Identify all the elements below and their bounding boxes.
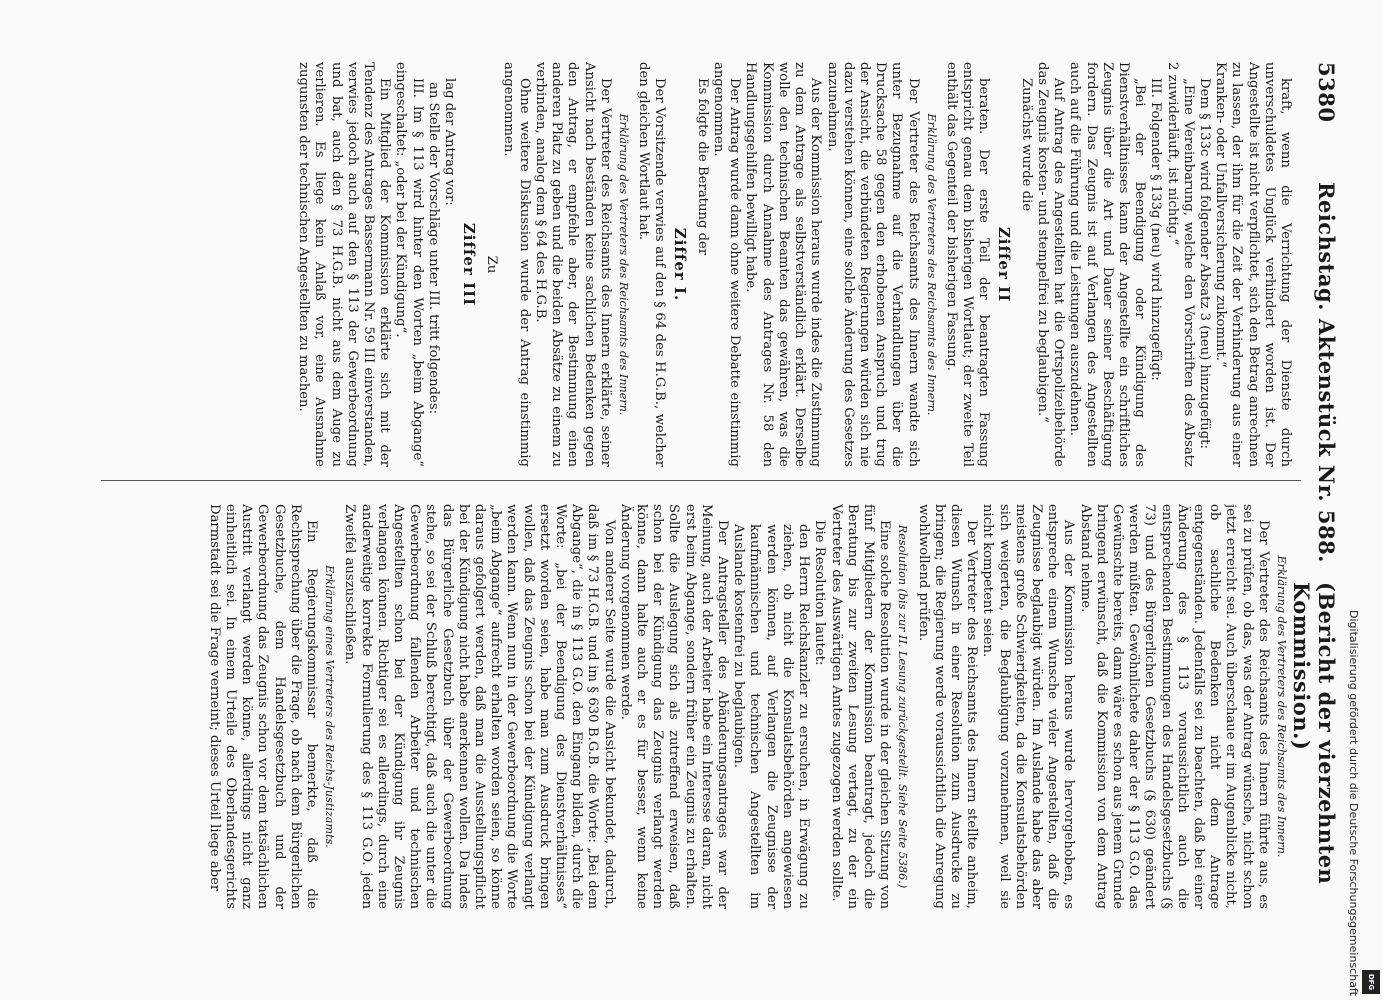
margin-note: Resolution (bis zur II. Lesung zurückgestellt. Siehe Seite 5386.): [896, 524, 910, 889]
paragraph: Der Vertreter des Reichsamts des Innern führte aus, es sei zu prüfen, ob das, was der Antrag wünsche, nicht schon jetzt erreicht sei. Auch überschaue er im Augenblicke nicht, ob sachliche Bedenken nicht dem Antrage entgegenständen. Jedenfalls sei zu beachten, daß bei einer Änderung des § 113 voraussichtlich auch die entsprechenden Bestimmungen des Handelsgesetzbuchs (§ 73) und des Bürgerlichen Gesetzbuchs (§ 630) geändert werden müßten. Gewöhnlichete daher der § 113 G.O. das Gewünschte bereits, dann wäre es schon aus jenem Grunde bringend erwünscht, daß die Kommission von dem Antrag Abstand nehme.: [1077, 504, 1271, 909]
paragraph: Ein Regierungskommissar bemerkte, daß die Rechtsprechung über die Frage, ob nach dem Bürgerlichen Gesetzbuche, dem Handelsgesetzbuch und der Gewerbeordnung das Zeugnis schon vor dem tatsächlichen Austritt verlangt werden könne, allerdings nicht ganz einheitlich sei. In einem Urteile des Oberlandesgerichts Darmstadt sei die Frage verneint; dieses Urteil liege aber: [206, 504, 320, 909]
centered-line: Zu: [484, 255, 500, 274]
indented-quote: den Herrn Reichskanzler zu ersuchen, in Erwägung zu ziehen, ob nicht die Konsulatsbehörden angewiesen werden können, auf Verlangen die Zeugnisse der kaufmännischen und technischen Angestellten im Auslande kostenfrei zu beglaubigen.: [731, 524, 812, 909]
paragraph: Es folgte die Beratung der: [694, 78, 710, 256]
rotated-document-page: [86, 62, 1341, 962]
header-subtitle: (Bericht der vierzehnten Kommission.): [1289, 582, 1339, 885]
dfg-logo-text: DFG: [1367, 973, 1375, 991]
paragraph: „Eine Vereinbarung, welche den Vorschriften des Absatz 2 zuwiderläuft, ist nichtig.“: [1164, 62, 1196, 467]
paragraph: Der Vertreter des Reichsamts des Innern erklärte, seiner Ansicht nach beständen keine sachlichen Bedenken gegen den Antrag, er empfehle aber, der Bestimmung einen anderen Platz zu geben und die beiden Absätze zu einem zu verbinden, analog dem § 64 des H.G.B.: [533, 62, 613, 467]
paragraph: Der Vertreter des Reichsamts des Innern stellte anheim, diesen Wunsch in einer Resolution zum Ausdrucke zu bringen; die Regierung werde voraussichtlich die Anregung wohlwollend prüfen.: [915, 504, 980, 909]
paragraph: Zunächst wurde die: [1018, 78, 1034, 212]
paragraph: III. Folgender § 133g (neu) wird hinzugefügt:: [1148, 78, 1164, 381]
dfg-logo: [1362, 970, 1380, 994]
section-heading: Ziffer II: [994, 226, 1013, 303]
column-divider: [101, 480, 1301, 481]
page-number: 5380: [1314, 62, 1339, 123]
paragraph: Der Vorsitzende verwies auf den § 64 des H.G.B., welcher den gleichen Wortlaut hat.: [636, 62, 668, 467]
paragraph: Eine solche Resolution wurde in der gleichen Sitzung von fünf Mitgliedern der Kommission beantragt, jedoch die Beratung bis zur zweiten Lesung vertagt, zu der ein Vertreter des Auswärtigen Amtes zugezogen werden sollte.: [828, 504, 893, 909]
paragraph: III. Im § 113 wird hinter den Worten „beim Abgange“ eingeschaltet: „oder bei der Kündigung“.: [393, 62, 425, 467]
paragraph: Der Antragsteller des Abänderungsantrages war der Meinung, auch der Arbeiter habe ein Interesse daran, nicht erst beim Abgange, sondern früher ein Zeugnis zu erhalten. Sollte die Auslegung sich als zutreffend erweisen, daß schon bei der Kündigung das Zeugnis verlangt werden könne, dann halte auch er es für besser, wenn keine Änderung vorgenommen werde.: [617, 504, 731, 909]
section-heading: Ziffer III: [460, 222, 479, 307]
margin-note: Erklärung des Vertreters des Reichsamts des Innern.: [924, 113, 938, 416]
paragraph: kraft, wenn die Verrichtung der Dienste durch unverschuldetes Unglück verhindert worden ist. Der Angestellte ist nicht verpflichtet, sich den Betrag anrechnen zu lassen, der ihm für die Zeit der Verhinderung aus einer Kranken- oder Unfallversicherung zukommt.“: [1213, 62, 1293, 467]
paragraph: Auf Antrag des Angestellten hat die Ortspolizeibehörde das Zeugnis kosten- und stempelfrei zu beglaubigen.“: [1034, 62, 1067, 467]
header-title: Reichstag. Aktenstück Nr. 588.: [1314, 182, 1339, 563]
paragraph: Dem § 133c wird folgender Absatz 3 (neu) hinzugefügt:: [1196, 78, 1212, 449]
paragraph: Der Vertreter des Reichsamts des Innern wandte sich unter Bezugnahme auf die Verhandlungen über die Drucksache 58 gegen den erhobenen Anspruch und trug der Ansicht, die verbündeten Regierungen würden sich nie dazu verstehen können, eine solche Änderung des Gesetzes anzunehmen.: [824, 62, 921, 467]
paragraph: Die Resolution lautet:: [812, 520, 828, 666]
left-column: [98, 62, 1293, 467]
paragraph: lag der Antrag vor:: [442, 78, 458, 206]
running-header: [1289, 62, 1341, 962]
paragraph: Ein Mitglied der Kommission erklärte sich mit der Tendenz des Antrages Bassermann Nr. 59 III einverstanden, verwies jedoch auch auf den § 113 der Gewerbeordnung und bat, auch den § 73 H.G.B. nicht aus dem Auge zu verlieren. Es liege kein Anlaß vor, eine Ausnahme zugunsten der technischen Angestellten zu machen.: [296, 62, 393, 467]
paragraph: beraten. Der erste Teil der beantragten Fassung entspricht genau dem bisherigen Wortlaut; der zweite Teil enthält das Gegenteil der bisherigen Fassung.: [943, 62, 992, 467]
margin-note: Erklärung des Vertreters des Reichsamts des Innern.: [617, 113, 631, 416]
right-column: [98, 504, 1293, 909]
section-heading: Ziffer I.: [670, 227, 689, 302]
margin-note: Erklärung eines Vertreters des Reichs-Justizamts.: [323, 565, 337, 848]
paragraph: Aus der Kommission heraus wurde indes die Zustimmung zu dem Antrage als selbstverständlich erklärt. Derselbe wolle den technischen Beamten das gewähren, was die Kommission durch Annahme des Antrages Nr. 58 den Handlungsgehilfen bewilligt habe.: [743, 62, 824, 467]
digitization-note: Digitalisierung gefördert durch die Deutsche Forschungsgemeinschaft: [1347, 610, 1360, 996]
paragraph: Aus der Kommission heraus wurde hervorgehoben, es entspreche einem Wunsche vieler Angestellten, daß die Zeugnisse beglaubigt würden. Im Auslande habe das aber meistens große Schwierigkeiten, da die Konsulatsbehörden sich weigerten, die Beglaubigung vorzunehmen, weil sie nicht kompetent seien.: [980, 504, 1077, 909]
paragraph: Von anderer Seite wurde die Ansicht bekundet, dadurch, daß im § 73 H.G.B. und im § 630 B.G.B. die Worte: „Bei dem Abgange“, die in § 113 G.O. den Eingang bilden, durch die Worte: „bei der Beendigung des Dienstverhältnisses“ ersetzt worden seien, habe man zum Ausdruck bringen wollen, daß das Zeugnis schon bei der Kündigung verlangt werden kann. Wenn nun in der Gewerbeordnung die Worte „beim Abgange“ aufrecht erhalten worden seien, so könne daraus gefolgert werden, daß man die Ausstellungspflicht bei der Kündigung nicht habe anerkennen wollen. Da indes das Bürgerliche Gesetzbuch über der Gewerbeordnung stehe, so sei der Schluß berechtigt, daß auch die unter die Gewerbeordnung fallenden Arbeiter und technischen Angestellten schon bei der Kündigung ihr Zeugnis verlangen können. Richtiger sei es allerdings, durch eine anderweitige korrekte Formulierung des § 113 G.O. jeden Zweifel auszuschließen.: [342, 504, 617, 909]
paragraph: „Bei der Beendigung oder Kündigung des Dienstverhältnisses kann der Angestellte ein schriftliches Zeugnis über die Art und Dauer seiner Beschäftigung fordern. Das Zeugnis ist auf Verlangen des Angestellten auch auf die Führung und die Leistungen auszudehnen.: [1067, 62, 1148, 467]
margin-note: Erklärung des Vertreters des Reichsamts des Innern.: [1275, 555, 1288, 858]
paragraph: Der Antrag wurde dann ohne weitere Debatte einstimmig angenommen.: [711, 62, 743, 467]
paragraph: Ohne weitere Diskussion wurde der Antrag einstimmig angenommen.: [500, 62, 532, 467]
indented-quote: an Stelle der Vorschläge unter III. tritt folgendes:: [425, 82, 441, 415]
